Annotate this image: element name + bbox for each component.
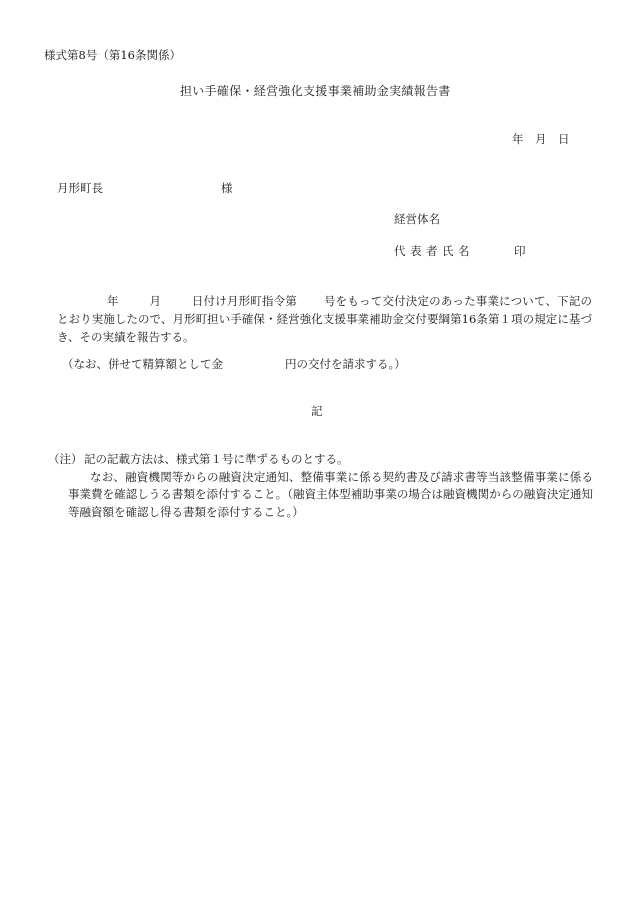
- report-body: [57, 292, 592, 346]
- body-main: 号をもって交付決定のあった事業について、下記のとおり実施したので、月形町担い手確保・経営強化支援事業補助金交付要綱第16条第１項の規定に基づき、その実績を報告する。: [57, 294, 593, 344]
- claim-suffix: 円の交付を請求する。）: [285, 357, 406, 371]
- addressee: 月形町長: [57, 181, 103, 195]
- claim-line: [62, 356, 406, 372]
- document-title: 担い手確保・経営強化支援事業補助金実績報告書: [180, 84, 451, 98]
- note-2: なお、融資機関等からの融資決定通知、整備事業に係る契約書及び請求書等当該整備事業に係る事業費を確認しうる書類を添付すること。（融資主体型補助事業の場合は融資機関からの融資決定通知等融資額を確認し得る書類を添付すること。）: [68, 469, 593, 519]
- note-label: （注）: [48, 452, 83, 466]
- org-name-label: 経営体名: [394, 212, 440, 226]
- date-line: 年 月 日: [512, 132, 570, 146]
- body-month: 月: [149, 294, 162, 308]
- seal-mark: 印: [514, 244, 526, 258]
- body-day-order: 日付け月形町指令第: [191, 294, 298, 308]
- claim-prefix: （なお、併せて精算額として金: [62, 357, 223, 371]
- notes: [48, 451, 593, 521]
- addressee-suffix: 様: [221, 181, 233, 195]
- representative-label: 代表者氏名: [394, 244, 474, 258]
- form-number: 様式第8号（第16条関係）: [44, 48, 181, 62]
- note-1: 記の記載方法は、様式第１号に準ずるものとする。: [84, 452, 349, 466]
- body-year: 年: [107, 294, 119, 308]
- ki-heading: 記: [311, 404, 323, 418]
